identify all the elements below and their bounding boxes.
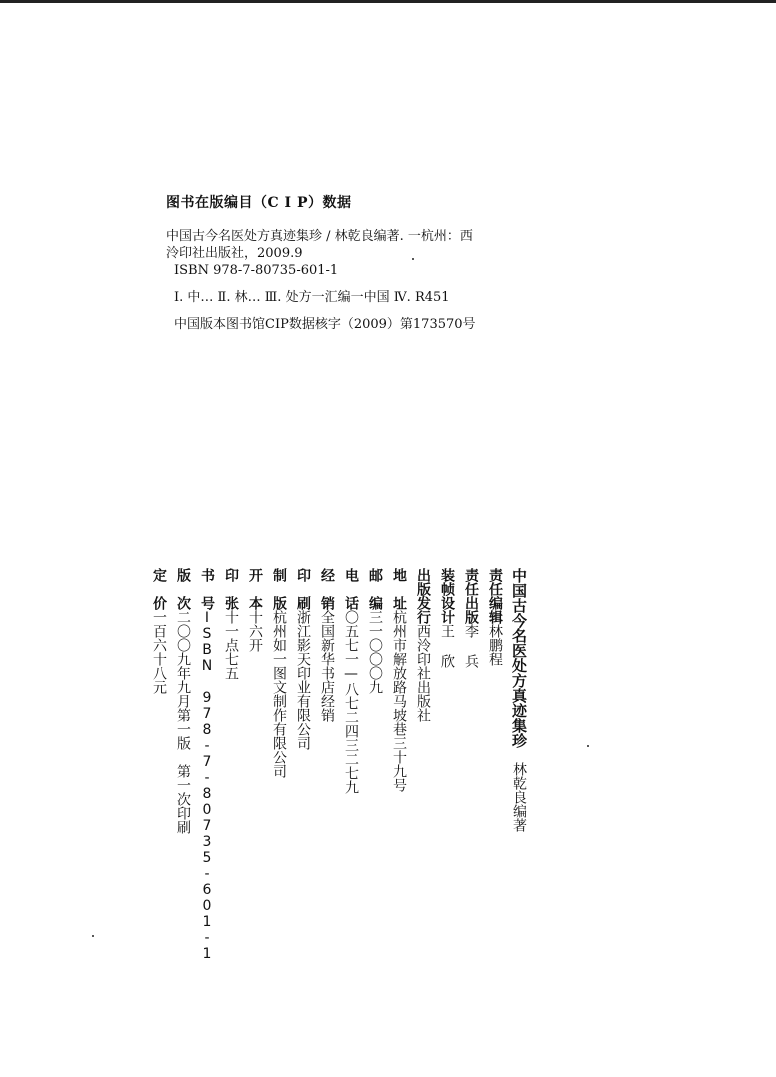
colophon-row <box>436 568 458 898</box>
colophon-row <box>484 568 506 898</box>
colophon-row <box>196 568 218 962</box>
colophon-row <box>340 568 362 898</box>
cip-isbn-line: ISBN 978-7-80735-601-1 <box>174 263 339 278</box>
colophon-value: 〇五七一—八七二四三二七九 <box>343 610 359 794</box>
cip-classification-line: Ⅰ. 中… Ⅱ. 林… Ⅲ. 处方一汇编一中国 Ⅳ. R451 <box>174 290 450 305</box>
colophon-label: 版 次 <box>175 568 191 610</box>
colophon-label: 地 址 <box>391 568 407 610</box>
scan-speck <box>412 258 414 260</box>
colophon-label: 印 张 <box>223 568 239 610</box>
colophon-row <box>412 568 434 898</box>
colophon-row <box>220 568 242 898</box>
colophon-row <box>292 568 314 898</box>
colophon-row <box>364 568 386 898</box>
colophon-row <box>388 568 410 898</box>
colophon-title-column <box>508 568 530 898</box>
colophon-label: 电 话 <box>343 568 359 610</box>
colophon-value: 三一〇〇〇九 <box>367 610 383 694</box>
colophon-value: 杭州如一图文制作有限公司 <box>271 610 287 778</box>
colophon-value: 杭州市解放路马坡巷三十九号 <box>391 610 407 792</box>
colophon-block <box>151 568 530 962</box>
colophon-value: 王 欣 <box>439 624 455 668</box>
scan-speck <box>587 745 589 747</box>
colophon-value: 一百六十八元 <box>151 610 167 694</box>
colophon-label: 邮 编 <box>367 568 383 610</box>
colophon-value: 全国新华书店经销 <box>319 610 335 722</box>
cip-publisher-line: 泠印社出版社，2009.9 <box>166 246 303 261</box>
cip-title-line: 中国古今名医处方真迹集珍 / 林乾良编著. 一杭州：西 <box>166 229 473 244</box>
colophon-label: 书 号 <box>199 568 215 610</box>
colophon-row <box>316 568 338 898</box>
colophon-value: 十一点七五 <box>223 610 239 680</box>
colophon-label: 定 价 <box>151 568 167 610</box>
top-border <box>0 0 776 3</box>
colophon-label: 责任编辑 <box>487 568 503 624</box>
colophon-value: 浙江影天印业有限公司 <box>295 610 311 750</box>
colophon-label: 出版发行 <box>415 568 431 624</box>
colophon-label: 印 刷 <box>295 568 311 610</box>
cip-data-block <box>166 192 526 333</box>
colophon-label: 制 版 <box>271 568 287 610</box>
cip-record-number-line: 中国版本图书馆CIP数据核字（2009）第173570号 <box>174 317 476 332</box>
colophon-row <box>460 568 482 898</box>
colophon-value: ISBN 978-7-80735-601-1 <box>199 610 215 962</box>
colophon-label: 开 本 <box>247 568 263 610</box>
colophon-row <box>172 568 194 898</box>
colophon-label: 经 销 <box>319 568 335 610</box>
colophon-row <box>148 568 170 898</box>
colophon-value: 二〇〇九年九月第一版 第一次印刷 <box>175 610 191 834</box>
cip-heading: 图书在版编目（C I P）数据 <box>166 195 352 211</box>
colophon-value: 林鹏程 <box>487 624 503 666</box>
scan-speck <box>92 935 94 937</box>
colophon-value: 李 兵 <box>463 624 479 668</box>
colophon-row <box>244 568 266 898</box>
book-author: 林乾良编著 <box>511 762 527 832</box>
colophon-row <box>268 568 290 898</box>
colophon-value: 西泠印社出版社 <box>415 624 431 722</box>
colophon-label: 装帧设计 <box>439 568 455 624</box>
colophon-label: 责任出版 <box>463 568 479 624</box>
colophon-value: 十六开 <box>247 610 263 652</box>
book-title: 中国古今名医处方真迹集珍 <box>510 568 528 748</box>
